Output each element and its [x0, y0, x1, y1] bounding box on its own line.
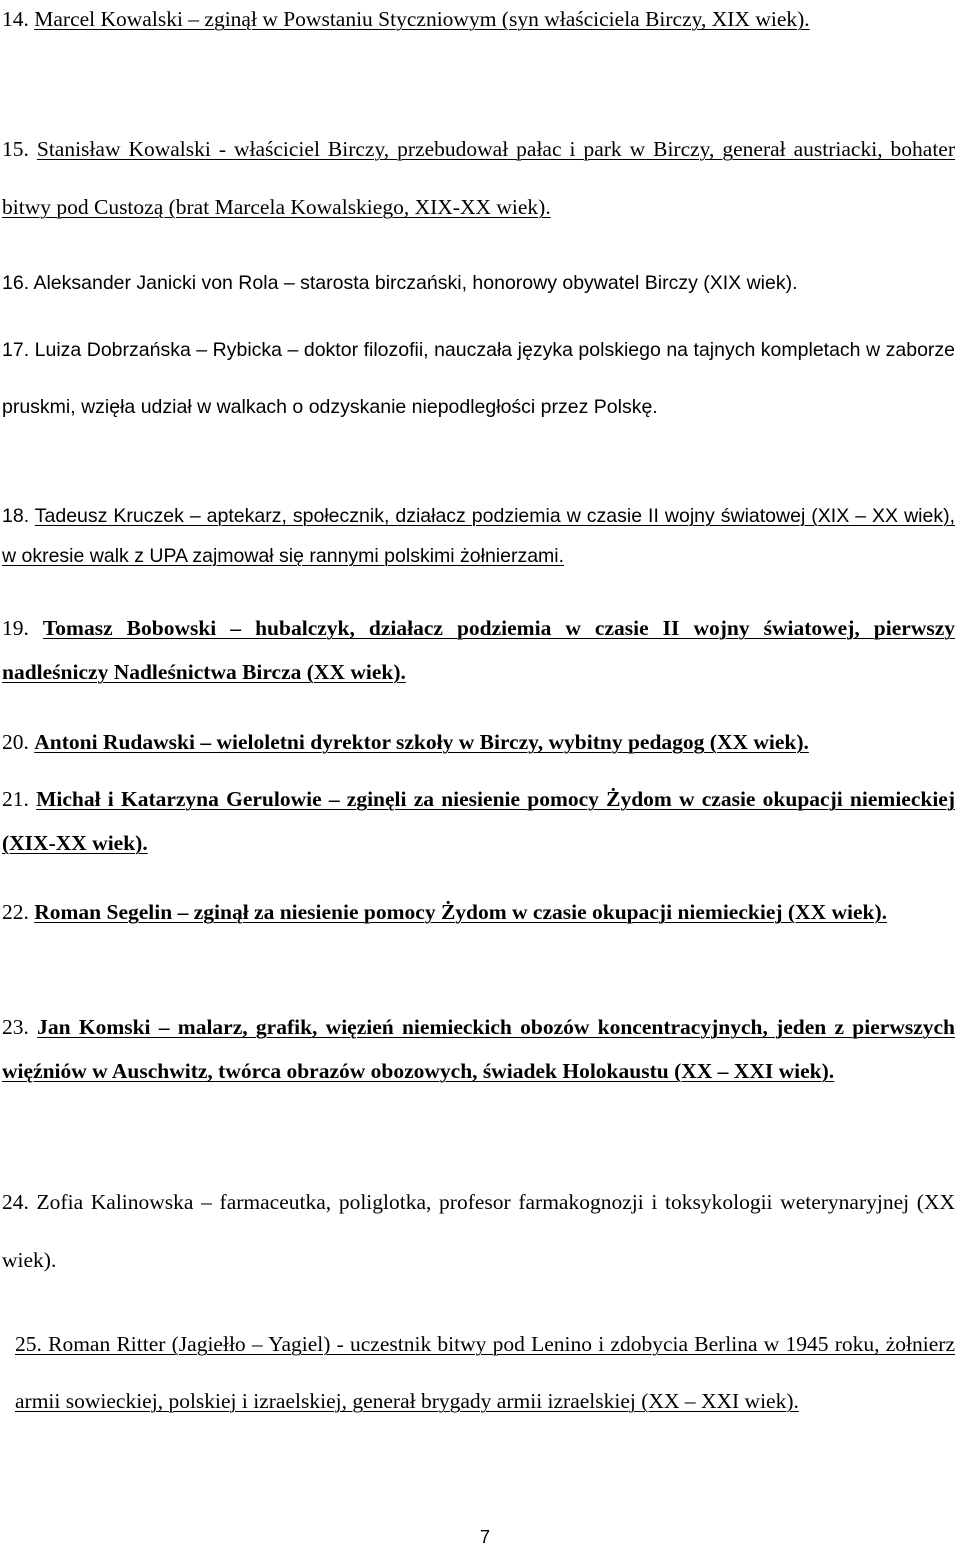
item-number: 18. [2, 505, 30, 527]
item-number: 20. [2, 730, 29, 754]
list-item [2, 606, 955, 694]
item-number: 17. [2, 339, 30, 361]
list-item [2, 322, 955, 436]
list-item [2, 1005, 955, 1093]
item-number: 16. [2, 272, 30, 294]
item-number: 14. [2, 7, 29, 31]
item-text: Zofia Kalinowska – farmaceutka, poliglotka, profesor farmakognozji i toksykologii weterynaryjnej (XX wiek). [2, 1190, 955, 1272]
item-number: 19. [2, 616, 29, 640]
item-text: Roman Segelin – zginął za niesienie pomocy Żydom w czasie okupacji niemieckiej (XX wiek). [34, 900, 888, 924]
list-item [2, 496, 955, 576]
item-text: Aleksander Janicki von Rola – starosta birczański, honorowy obywatel Birczy (XIX wiek). [33, 272, 798, 294]
item-text: Antoni Rudawski – wieloletni dyrektor szkoły w Birczy, wybitny pedagog (XX wiek). [34, 730, 809, 754]
list-item [2, 0, 955, 40]
item-text: Stanisław Kowalski - właściciel Birczy, przebudował pałac i park w Birczy, generał austriacki, bohater bitwy pod Custozą (brat Marcela Kowalskiego, XIX-XX wiek). [2, 137, 956, 219]
item-text: Luiza Dobrzańska – Rybicka – doktor filozofii, nauczała języka polskiego na tajnych kompletach w zaborze pruskmi, wzięła udział w walkach o odzyskanie niepodległości przez Polskę. [2, 339, 955, 418]
item-number: 23. [2, 1015, 29, 1039]
list-item [2, 720, 955, 764]
list-item [15, 1316, 955, 1430]
item-text: Tomasz Bobowski – hubalczyk, działacz podziemia w czasie II wojny światowej, pierwszy nadleśniczy Nadleśnictwa Bircza (XX wiek). [2, 616, 956, 684]
list-item [2, 890, 955, 934]
item-text: Tadeusz Kruczek – aptekarz, społecznik, działacz podziemia w czasie II wojny światowej (XIX – XX wiek), w okresie walk z UPA zajmował się rannymi polskimi żołnierzami. [2, 505, 955, 567]
item-number: 25. [15, 1332, 42, 1356]
list-item [2, 1173, 955, 1289]
item-number: 24. [2, 1190, 29, 1214]
item-text: Marcel Kowalski – zginął w Powstaniu Styczniowym (syn właściciela Birczy, XIX wiek). [34, 7, 810, 31]
item-text: Jan Komski – malarz, grafik, więzień niemieckich obozów koncentracyjnych, jeden z pierwszych więźniów w Auschwitz, twórca obrazów obozowych, świadek Holokaustu (XX – XXI wiek). [2, 1015, 956, 1083]
item-number: 21. [2, 787, 29, 811]
list-item [2, 777, 955, 865]
item-number: 15. [2, 137, 29, 161]
item-text: Roman Ritter (Jagiełło – Yagiel) - uczestnik bitwy pod Lenino i zdobycia Berlina w 1945 roku, żołnierz armii sowieckiej, polskiej i izraelskiej, generał brygady armii izraelskiej (XX – XXI wiek). [15, 1332, 956, 1413]
list-item [2, 265, 955, 301]
item-text: Michał i Katarzyna Gerulowie – zginęli za niesienie pomocy Żydom w czasie okupacji niemieckiej (XIX-XX wiek). [2, 787, 956, 855]
item-number: 22. [2, 900, 29, 924]
list-item [2, 120, 955, 236]
page-number: 7 [479, 1527, 490, 1547]
